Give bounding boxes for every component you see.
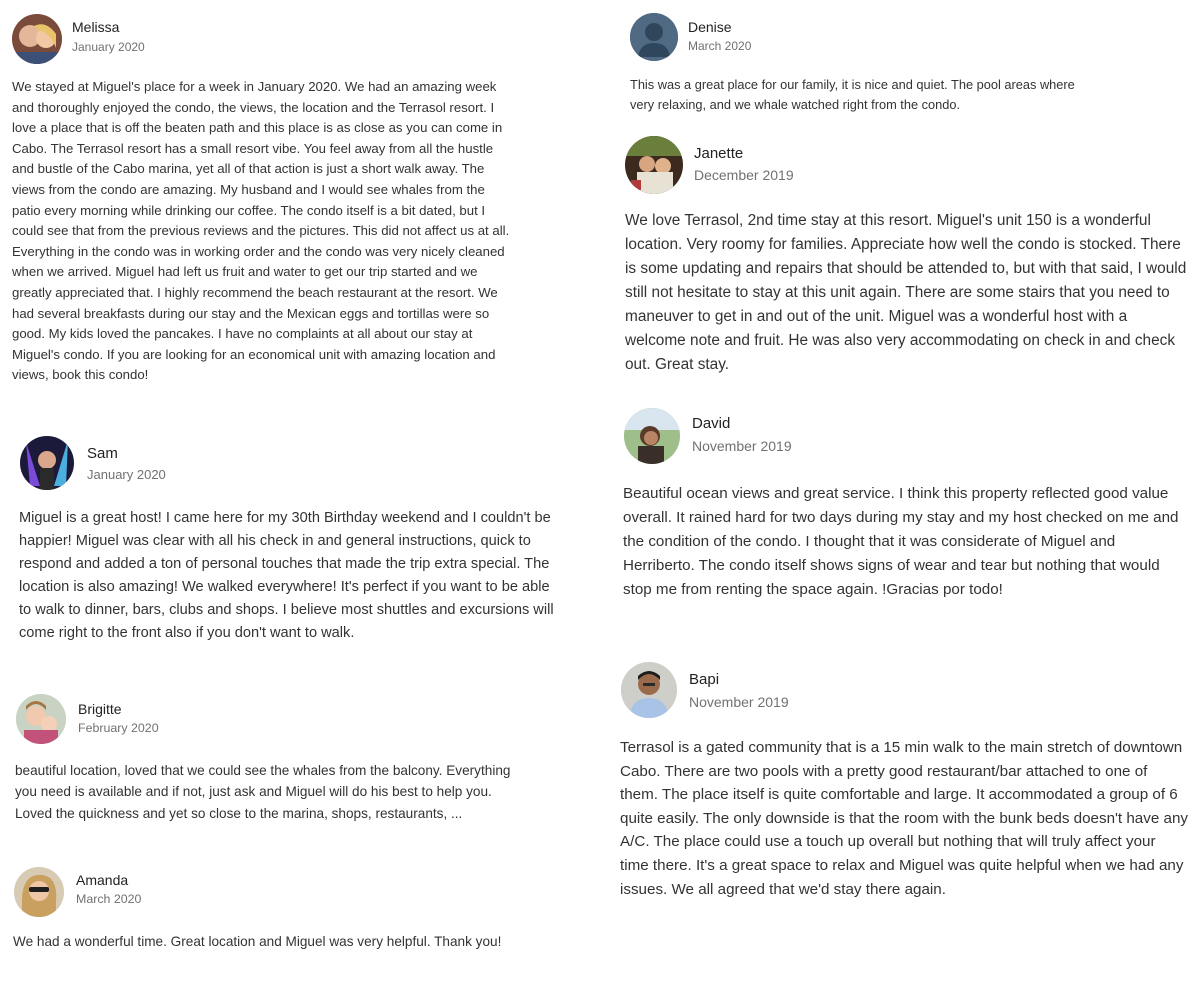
review-text: Miguel is a great host! I came here for my 30th Birthday weekend and I couldn't be happier! Miguel was clear with all his check in and general instructions, quick to respond and added a ton of personal touches that made the trip extra special. The location is also amazing! We walked everywhere! It's perfect if you want to be able to walk to dinner, bars, clubs and shops. I believe most shuttles and excursions will come right to the front also if you don't want to walk.	[19, 510, 554, 641]
review-text: This was a great place for our family, it is nice and quiet. The pool areas where very relaxing, and we whale watched right from the condo.	[630, 77, 1075, 112]
review-date: February 2020	[78, 721, 159, 735]
avatar[interactable]	[625, 136, 683, 194]
reviewer-name: Janette	[694, 145, 744, 162]
reviewer-name: Sam	[87, 445, 118, 462]
review-text: beautiful location, loved that we could see the whales from the balcony. Everything you need is available and if not, just ask and Miguel will do his best to help you. Loved the quickness and yet so close to the marina, shops, restaurants, ...	[15, 763, 511, 821]
review-date: January 2020	[72, 40, 145, 54]
review-text: We love Terrasol, 2nd time stay at this resort. Miguel's unit 150 is a wonderful location. Very roomy for families. Appreciate how well the condo is stocked. There is some updating and repairs that should be attended to, but with that said, I would still not hesitate to stay at this unit again. There are some stairs that you need to maneuver to get in and out of the unit. Miguel was a wonderful host with a welcome note and fruit. He was also very accommodating on check in and check out. Great stay.	[625, 212, 1187, 373]
reviewer-photo-icon	[20, 436, 74, 490]
avatar[interactable]	[630, 13, 678, 61]
review-date: March 2020	[688, 39, 752, 53]
reviewer-name: Denise	[688, 19, 732, 35]
review-text: Beautiful ocean views and great service. I think this property reflected good value overall. It rained hard for two days during my stay and my host checked on me and the condition of the condo. I thought that it was considerate of Miguel and Herriberto. The condo itself shows signs of wear and tear but nothing that would stop me from renting the space again. !Gracias por todo!	[623, 485, 1179, 598]
avatar[interactable]	[621, 662, 677, 718]
review-date: December 2019	[694, 167, 794, 183]
reviewer-photo-icon	[14, 867, 64, 917]
review-text: We had a wonderful time. Great location and Miguel was very helpful. Thank you!	[13, 934, 502, 949]
review-date: November 2019	[692, 438, 792, 454]
reviewer-name: Melissa	[72, 19, 120, 35]
reviewer-photo-icon	[12, 14, 62, 64]
reviewer-name: Amanda	[76, 872, 129, 888]
avatar[interactable]	[16, 694, 66, 744]
reviewer-photo-icon	[16, 694, 66, 744]
reviewer-photo-icon	[621, 662, 677, 718]
reviewer-name: Brigitte	[78, 701, 122, 717]
avatar[interactable]	[624, 408, 680, 464]
review-text: Terrasol is a gated community that is a 15 min walk to the main stretch of downtown Cabo. There are two pools with a pretty good restaurant/bar attached to one of them. The place itself is quite comfortable and large. It accommodated a group of 6 quite easily. The only downside is that the room with the bunk beds doesn't have any A/C. The place could use a touch up overall but nothing that will truly affect your time there. It's a great space to relax and Miguel was quite helpful when we had any issues. We all agreed that we'd stay there again.	[620, 739, 1188, 898]
avatar[interactable]	[20, 436, 74, 490]
review-date: November 2019	[689, 694, 789, 710]
avatar[interactable]	[12, 14, 62, 64]
reviewer-photo-icon	[624, 408, 680, 464]
default-user-icon	[630, 13, 678, 61]
reviewer-name: Bapi	[689, 671, 720, 688]
review-text: We stayed at Miguel's place for a week in January 2020. We had an amazing week and thoroughly enjoyed the condo, the views, the location and the Terrasol resort. I love a place that is off the beaten path and this place is as close as you can come in Cabo. The Terrasol resort has a small resort vibe. You feel away from all the hustle and bustle of the Cabo marina, yet all of that action is just a short walk away. The views from the condo are amazing. My husband and I would see whales from the patio every morning while drinking our coffee. The condo itself is a bit dated, but I could see that from the previous reviews and the pictures. This did not affect us at all. Everything in the condo was in working order and the condo was very nicely cleaned when we arrived. Miguel had left us fruit and water to get our trip started and we greatly appreciated that. I highly recommend the beach restaurant at the resort. We had several breakfasts during our stay and the Mexican eggs and tortillas were so good. My kids loved the pancakes. I have no complaints at all about our stay at Miguel's condo. If you are looking for an economical unit with amazing location and views, book this condo!	[12, 79, 510, 383]
review-date: January 2020	[87, 467, 166, 482]
reviewer-name: David	[692, 415, 731, 432]
reviewer-photo-icon	[625, 136, 683, 194]
review-date: March 2020	[76, 892, 142, 906]
avatar[interactable]	[14, 867, 64, 917]
